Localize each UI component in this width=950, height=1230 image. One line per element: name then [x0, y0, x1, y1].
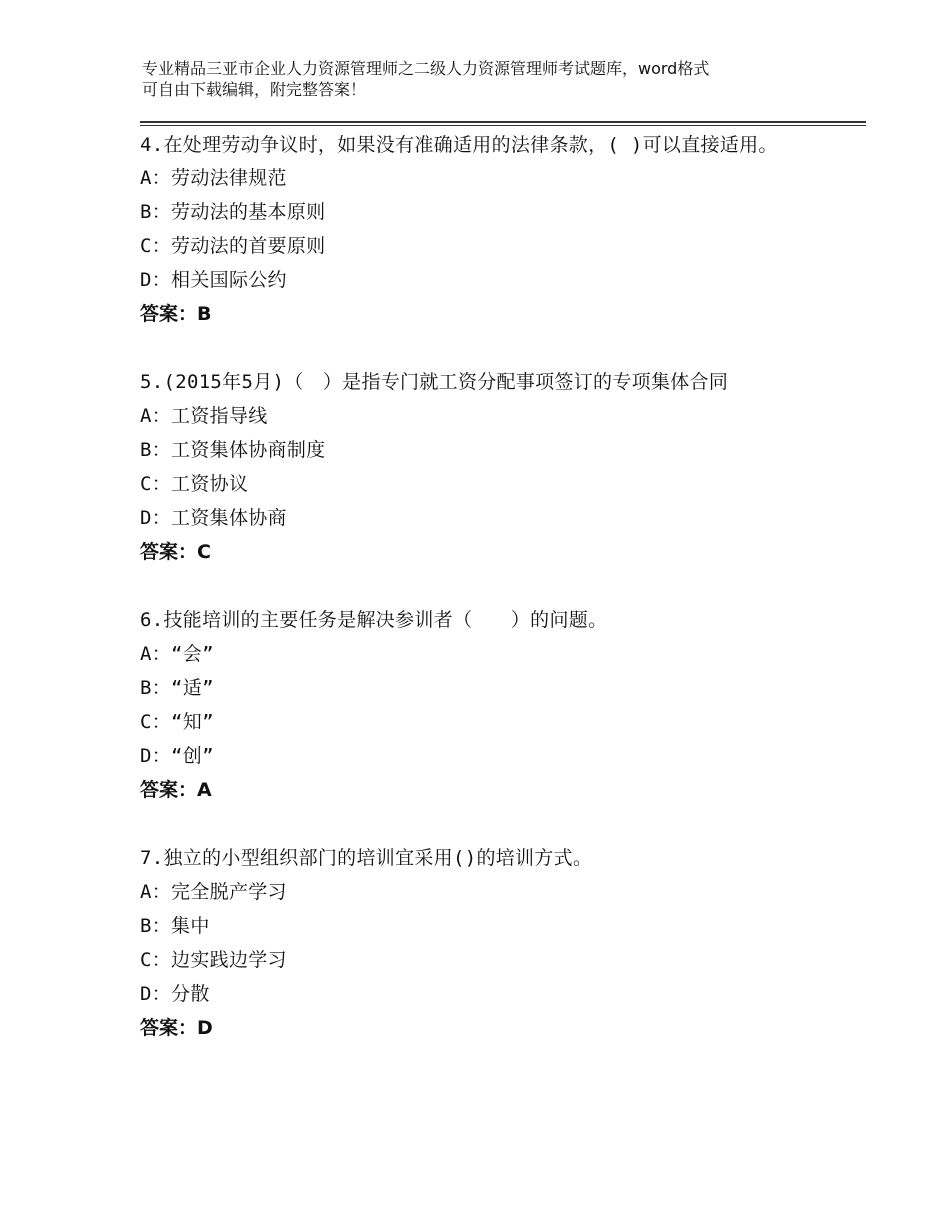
question-text: 5.(2015年5月)（ ）是指专门就工资分配事项签订的专项集体合同 — [140, 371, 729, 393]
question-list — [140, 128, 840, 1045]
question-spacer — [140, 807, 840, 841]
option-d: D：相关国际公约 — [140, 269, 287, 291]
header-line-2: 可自由下载编辑，附完整答案！ — [142, 80, 367, 99]
option-b: B：工资集体协商制度 — [140, 439, 326, 461]
option-b: B：“适” — [140, 677, 214, 699]
answer: 答案：C — [140, 541, 211, 563]
option-c: C：“知” — [140, 711, 214, 733]
question-spacer — [140, 569, 840, 603]
header-divider-thick — [140, 121, 866, 123]
option-a: A：“会” — [140, 643, 214, 665]
option-b: B：劳动法的基本原则 — [140, 201, 326, 223]
question-6 — [140, 603, 840, 841]
answer: 答案：D — [140, 1017, 213, 1039]
header-divider-thin — [140, 125, 866, 126]
option-a: A：完全脱产学习 — [140, 881, 287, 903]
question-text: 6.技能培训的主要任务是解决参训者（ ）的问题。 — [140, 609, 608, 631]
question-text: 7.独立的小型组织部门的培训宜采用()的培训方式。 — [140, 847, 593, 869]
page-header — [142, 58, 822, 100]
header-line-1: 专业精品三亚市企业人力资源管理师之二级人力资源管理师考试题库，word格式 — [142, 59, 710, 78]
option-a: A：工资指导线 — [140, 405, 268, 427]
question-7 — [140, 841, 840, 1045]
option-c: C：边实践边学习 — [140, 949, 287, 971]
option-c: C：劳动法的首要原则 — [140, 235, 326, 257]
question-spacer — [140, 331, 840, 365]
option-a: A：劳动法律规范 — [140, 167, 287, 189]
option-d: D：工资集体协商 — [140, 507, 287, 529]
option-c: C：工资协议 — [140, 473, 249, 495]
answer: 答案：B — [140, 303, 212, 325]
option-b: B：集中 — [140, 915, 210, 937]
question-text: 4.在处理劳动争议时，如果没有准确适用的法律条款，( )可以直接适用。 — [140, 134, 778, 156]
option-d: D：分散 — [140, 983, 210, 1005]
answer: 答案：A — [140, 779, 212, 801]
question-4 — [140, 128, 840, 365]
option-d: D：“创” — [140, 745, 214, 767]
question-5 — [140, 365, 840, 603]
